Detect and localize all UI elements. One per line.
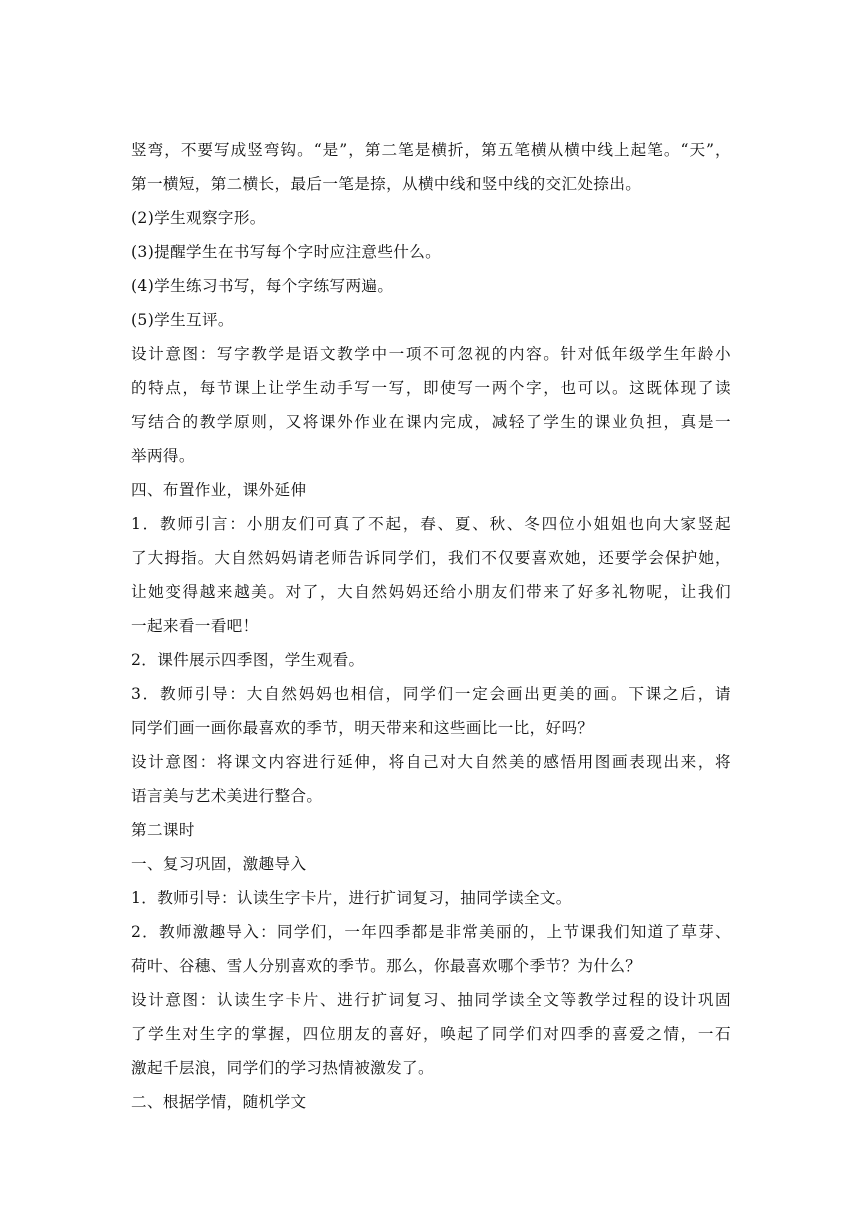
text-line: 举两得。 — [131, 447, 195, 465]
text-line: 写结合的教学原则，又将课外作业在课内完成，减轻了学生的课业负担，真是一 — [131, 413, 731, 431]
text-line: 语言美与艺术美进行整合。 — [131, 787, 323, 805]
text-line: 第一横短，第二横长，最后一笔是捺，从横中线和竖中线的交汇处捺出。 — [131, 175, 642, 193]
list-item: (2)学生观察字形。 — [131, 209, 266, 227]
list-item: (4)学生练习书写，每个字练写两遍。 — [131, 277, 394, 295]
text-line: 设计意图：写字教学是语文教学中一项不可忽视的内容。针对低年级学生年龄小 — [131, 345, 731, 363]
text-line: 的特点，每节课上让学生动手写一写，即使写一两个字，也可以。这既体现了读 — [131, 379, 731, 397]
text-line: 设计意图：将课文内容进行延伸，将自己对大自然美的感悟用图画表现出来，将 — [131, 753, 731, 771]
text-line: 竖弯，不要写成竖弯钩。“是”，第二笔是横折，第五笔横从横中线上起笔。“天”， — [131, 141, 731, 159]
text-line: 了大拇指。大自然妈妈请老师告诉同学们，我们不仅要喜欢她，还要学会保护她， — [131, 549, 731, 567]
text-line: 激起千层浪，同学们的学习热情被激发了。 — [131, 1059, 434, 1077]
text-line: 1．教师引导：认读生字卡片，进行扩词复习，抽同学读全文。 — [131, 889, 572, 907]
text-line: 1．教师引言：小朋友们可真了不起，春、夏、秋、冬四位小姐姐也向大家竖起 — [131, 515, 731, 533]
section-heading: 二、根据学情，随机学文 — [131, 1093, 307, 1111]
text-line: 荷叶、谷穗、雪人分别喜欢的季节。那么，你最喜欢哪个季节？为什么？ — [131, 957, 642, 975]
text-line: 2．教师激趣导入：同学们，一年四季都是非常美丽的，上节课我们知道了草芽、 — [131, 923, 731, 941]
text-line: 同学们画一画你最喜欢的季节，明天带来和这些画比一比，好吗？ — [131, 719, 594, 737]
text-line: 让她变得越来越美。对了，大自然妈妈还给小朋友们带来了好多礼物呢，让我们 — [131, 583, 731, 601]
text-line: 3．教师引导：大自然妈妈也相信，同学们一定会画出更美的画。下课之后，请 — [131, 685, 731, 703]
section-heading: 四、布置作业，课外延伸 — [131, 481, 307, 499]
section-heading: 一、复习巩固，激趣导入 — [131, 855, 307, 873]
lesson-heading: 第二课时 — [131, 821, 195, 839]
text-line: 设计意图：认读生字卡片、进行扩词复习、抽同学读全文等教学过程的设计巩固 — [131, 991, 731, 1009]
list-item: (5)学生互评。 — [131, 311, 234, 329]
text-line: 2．课件展示四季图，学生观看。 — [131, 651, 365, 669]
text-line: 了学生对生字的掌握，四位朋友的喜好，唤起了同学们对四季的喜爱之情，一石 — [131, 1025, 731, 1043]
text-line: 一起来看一看吧！ — [131, 617, 259, 635]
list-item: (3)提醒学生在书写每个字时应注意些什么。 — [131, 243, 442, 261]
